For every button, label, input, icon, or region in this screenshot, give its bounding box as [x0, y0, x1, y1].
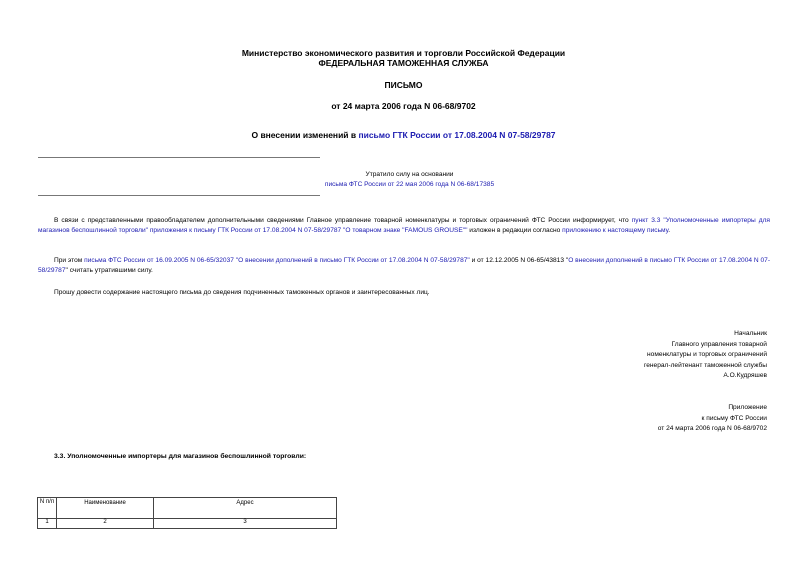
p1-link-1[interactable]: пункт 3.3 "Уполномоченные импортеры для магазинов беспошлинной торговли" приложения к письму ГТК России от 17.08.2004 N 07-58/29787 "О товарном знаке "FAMOUS GROUSE""	[38, 217, 770, 234]
appendix-line: Приложение	[728, 404, 767, 411]
divider-top	[38, 157, 320, 158]
table-cell: 1	[38, 519, 57, 529]
p1-link-2[interactable]: приложению к настоящему письму	[562, 226, 669, 234]
p2-link-2[interactable]: О внесении дополнений в письмо ГТК России от 17.08.2004 N 07-58/29787	[38, 257, 771, 274]
p2-text-2: и от 12.12.2005 N 06-65/43813 "	[469, 257, 569, 264]
paragraph-3: Прошу довести содержание настоящего письма до сведения подчиненных таможенных органов и заинтересованных лиц.	[54, 289, 430, 296]
p1-text-2: изложен в редакции согласно	[467, 226, 563, 234]
paragraph-2	[38, 256, 770, 275]
document-date: от 24 марта 2006 года N 06-68/9702	[331, 101, 476, 111]
document-subject	[0, 130, 807, 140]
section-title: 3.3. Уполномоченные импортеры для магазинов беспошлинной торговли:	[54, 453, 307, 460]
p1-text-1: В связи с представленными правообладателем дополнительными сведениями Главное управление товарной номенклатуры и торговых ограничений ФТС России информирует, что	[54, 217, 632, 224]
divider-bottom	[38, 195, 320, 196]
table-header-address: Адрес	[154, 498, 337, 519]
validity-link-line	[0, 180, 807, 189]
paragraph-1	[38, 216, 770, 235]
table-header-number: N п/п	[38, 498, 57, 519]
p2-text-1: При этом	[54, 257, 85, 264]
subject-link[interactable]: письмо ГТК России от 17.08.2004 N 07-58/29787	[358, 130, 556, 140]
table-header-row	[38, 498, 337, 519]
p2-link-1[interactable]: письма ФТС России от 16.09.2005 N 06-65/32037 "О внесении дополнений в письмо ГТК России от 17.08.2004 N 07-58/29787"	[84, 257, 470, 264]
subject-prefix: О внесении изменений в	[251, 130, 359, 140]
service-title: ФЕДЕРАЛЬНАЯ ТАМОЖЕННАЯ СЛУЖБА	[318, 58, 489, 68]
signature-line: номенклатуры и торговых ограничений	[647, 351, 767, 358]
signature-line: Главного управления товарной	[671, 340, 767, 348]
table-cell: 2	[57, 519, 154, 529]
p2-text-3: " считать утратившими силу.	[65, 266, 153, 274]
appendix-line: от 24 марта 2006 года N 06-68/9702	[657, 425, 767, 432]
signature-line: генерал-лейтенант таможенной службы	[643, 361, 767, 369]
validity-link[interactable]: письма ФТС России от 22 мая 2006 года N 06-68/17385	[324, 181, 495, 188]
appendix-line: к письму ФТС России	[701, 414, 767, 422]
table-row	[38, 519, 337, 529]
validity-line: Утратило силу на основании	[365, 171, 454, 178]
signature-line: Начальник	[734, 330, 767, 337]
signature-block	[644, 329, 767, 382]
signature-line: А.О.Кудряшев	[723, 372, 767, 379]
p1-text-3: .	[668, 226, 671, 234]
appendix-block	[658, 403, 767, 435]
table-header-name: Наименование	[57, 498, 154, 519]
table-cell: 3	[154, 519, 337, 529]
document-type: ПИСЬМО	[384, 80, 423, 90]
importers-table	[37, 497, 337, 529]
ministry-title: Министерство экономического развития и торговли Российской Федерации	[241, 48, 566, 58]
